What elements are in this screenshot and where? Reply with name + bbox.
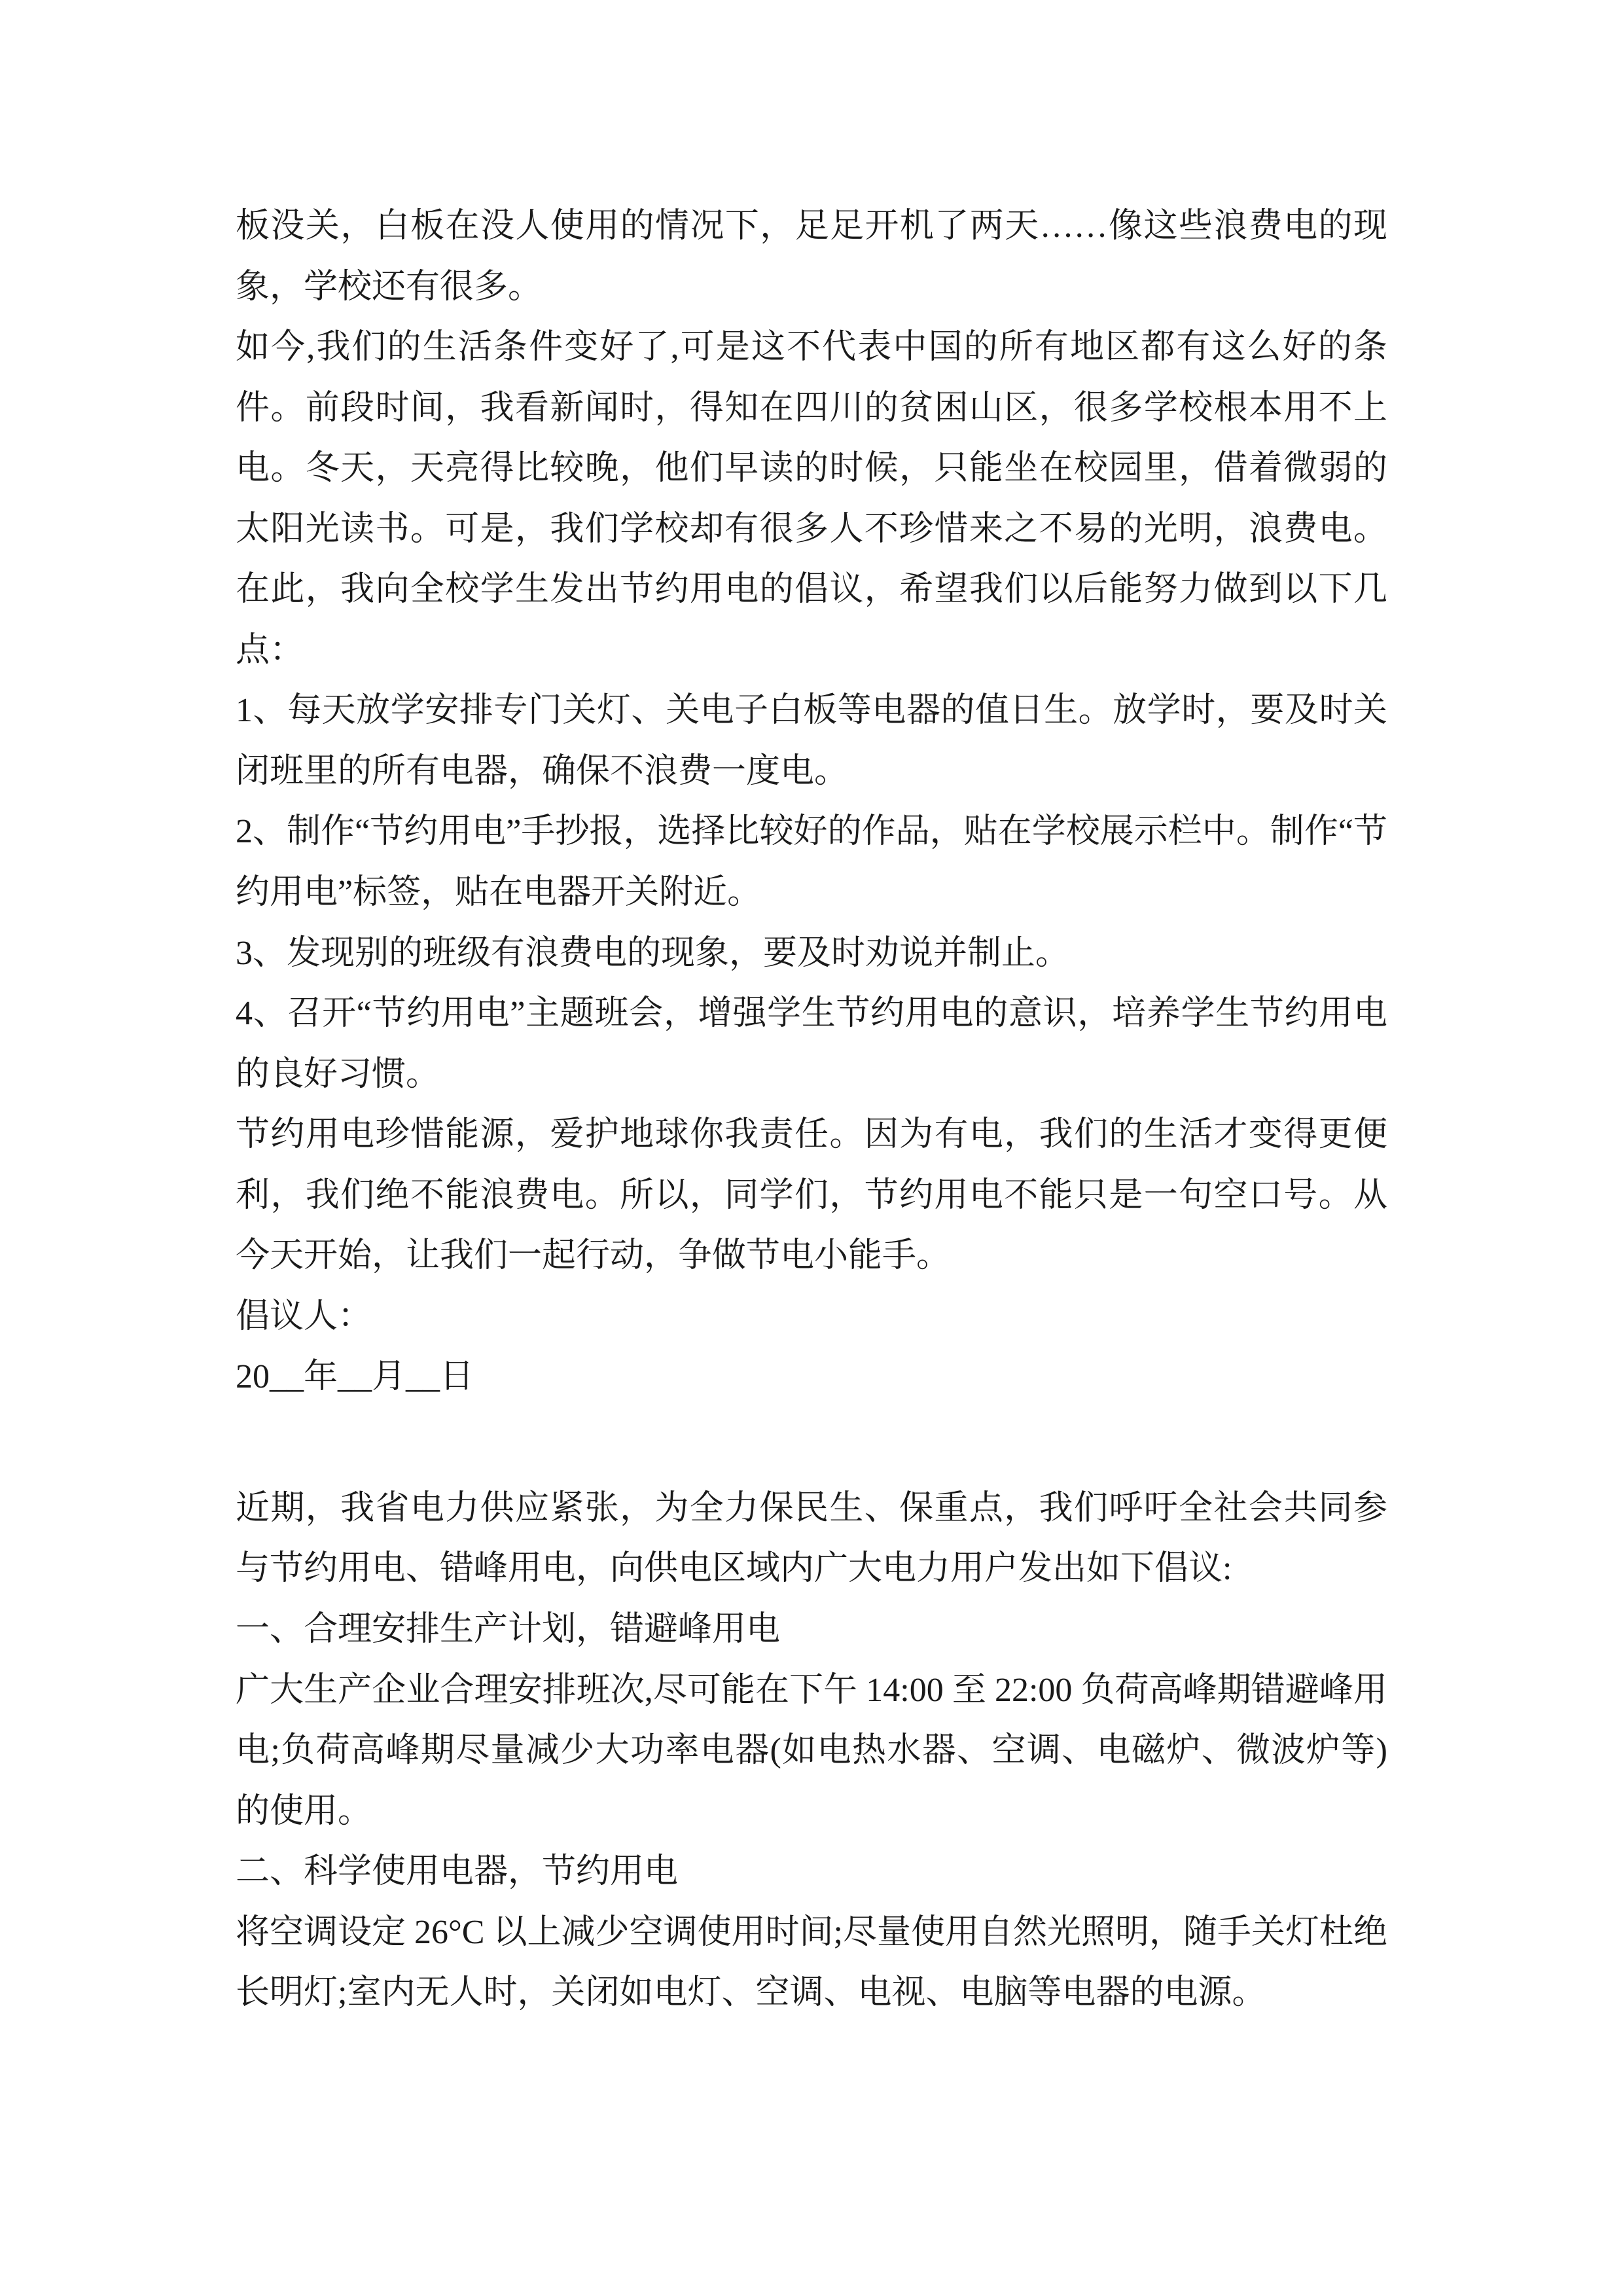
list-item: 1、每天放学安排专门关灯、关电子白板等电器的值日生。放学时，要及时关闭班里的所有电器，确保不浪费一度电。 [236, 692, 1387, 790]
section-divider [236, 1408, 1387, 1479]
paragraph: 板没关，白板在没人使用的情况下，足足开机了两天……像这些浪费电的现象，学校还有很多。 [236, 207, 1387, 306]
document-body [236, 196, 1387, 2024]
list-item: 3、发现别的班级有浪费电的现象，要及时劝说并制止。 [236, 934, 1070, 972]
signature-label: 倡议人： [236, 1297, 372, 1335]
date-line: 20__年__月__日 [236, 1358, 474, 1396]
list-item: 2、制作“节约用电”手抄报，选择比较好的作品，贴在学校展示栏中。制作“节约用电”标签，贴在电器开关附近。 [236, 813, 1387, 912]
paragraph: 将空调设定 26°C 以上减少空调使用时间;尽量使用自然光照明，随手关灯杜绝长明灯;室内无人时，关闭如电灯、空调、电视、电脑等电器的电源。 [236, 1913, 1387, 2012]
section-heading: 一、合理安排生产计划，错避峰用电 [236, 1611, 781, 1649]
paragraph: 近期，我省电力供应紧张，为全力保民生、保重点，我们呼吁全社会共同参与节约用电、错峰用电，向供电区域内广大电力用户发出如下倡议: [236, 1489, 1387, 1588]
paragraph: 广大生产企业合理安排班次,尽可能在下午 14:00 至 22:00 负荷高峰期错避峰用电;负荷高峰期尽量减少大功率电器(如电热水器、空调、电磁炉、微波炉等)的使用。 [236, 1671, 1387, 1830]
list-item: 4、召开“节约用电”主题班会，增强学生节约用电的意识，培养学生节约用电的良好习惯。 [236, 995, 1387, 1093]
section-heading: 二、科学使用电器，节约用电 [236, 1853, 679, 1891]
paragraph: 如今,我们的生活条件变好了,可是这不代表中国的所有地区都有这么好的条件。前段时间，我看新闻时，得知在四川的贫困山区，很多学校根本用不上电。冬天，天亮得比较晚，他们早读的时候，只能坐在校园里，借着微弱的太阳光读书。可是，我们学校却有很多人不珍惜来之不易的光明，浪费电。在此，我向全校学生发出节约用电的倡议，希望我们以后能努力做到以下几点： [236, 329, 1387, 669]
paragraph: 节约用电珍惜能源，爱护地球你我责任。因为有电，我们的生活才变得更便利，我们绝不能浪费电。所以，同学们，节约用电不能只是一句空口号。从今天开始，让我们一起行动，争做节电小能手。 [236, 1116, 1387, 1275]
